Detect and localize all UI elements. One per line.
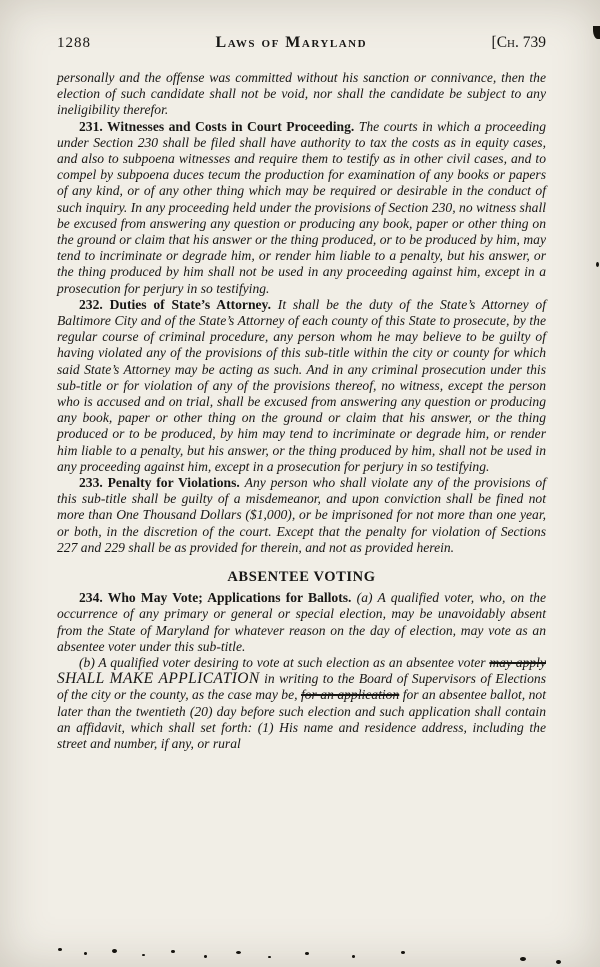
section-234 [57, 590, 546, 655]
chapter-reference: [Ch. 739 [491, 34, 546, 51]
scan-artifact [171, 950, 175, 953]
para-b-struck-text-1: may apply [489, 654, 546, 670]
scan-artifact [596, 262, 599, 267]
scan-artifact [58, 948, 62, 951]
scan-artifact [520, 957, 526, 961]
section-234-body-a: (a) A qualified voter, who, on the occurrence of any primary or general or special election, may be unavoidably absent from the State of Maryland for whatever reason on the day of election, may vote as an absentee voter under this sub-title. [57, 590, 546, 654]
scan-artifact [305, 952, 309, 955]
scan-artifact [112, 949, 117, 953]
scan-artifact [204, 955, 207, 958]
para-b-struck-text-2: for an application [300, 687, 400, 703]
page-header [57, 34, 546, 52]
running-title: Laws of Maryland [215, 34, 368, 51]
section-233-body: Any person who shall violate any of the provisions of this sub-title shall be guilty of a misdemeanor, and upon conviction shall be fined not more than One Thousand Dollars ($1,000), or be imprisoned for not more than one year, or both, in the discretion of the court. Except that the penalty for violation of Sections 227 and 229 shall be as provided for therein, and not as provided herein. [57, 475, 546, 555]
scan-artifact [556, 960, 561, 964]
page-content [57, 34, 546, 752]
para-b-text: in writing to the Board of Supervisors of Elections of the city or the county, as the case may be, [57, 671, 546, 703]
section-234-heading: 234. Who May Vote; Applications for Ballots. [79, 590, 352, 606]
para-b-new-material: SHALL MAKE APPLICATION [57, 670, 260, 688]
page-number: 1288 [57, 35, 91, 51]
scan-artifact [268, 956, 271, 958]
section-232-heading: 232. Duties of State’s Attorney. [79, 296, 271, 312]
scan-artifact [236, 951, 241, 954]
section-232 [57, 297, 546, 475]
absentee-voting-heading: ABSENTEE VOTING [227, 569, 376, 586]
section-233-heading: 233. Penalty for Violations. [79, 475, 240, 491]
section-231 [57, 119, 546, 297]
continuation-paragraph: personally and the offense was committed without his sanction or connivance, then the election of such candidate shall not be void, nor shall the candidate be subject to any ineligibility therefor. [57, 70, 546, 118]
para-b-text: for an absentee ballot, not later than the twentieth (20) day before such election and such application shall contain an affidavit, which shall set forth: (1) His name and residence address, including the street and number, if any, or rural [57, 687, 546, 751]
scan-artifact [352, 955, 355, 958]
section-231-heading: 231. Witnesses and Costs in Court Proceeding. [79, 118, 355, 134]
section-233 [57, 475, 546, 556]
scan-artifact [401, 951, 405, 954]
para-b-text: (b) A qualified voter desiring to vote at such election as an absentee voter [79, 654, 490, 670]
section-231-body: The courts in which a proceeding under Section 230 shall be filed shall have authority to tax the costs as in equity cases, and also to subpoena witnesses and require them to testify as in other civil cases, and to compel by subpoena duces tecum the production for examination of any books or papers of any kind, or of any other thing which may be required or desirable in the conduct of such inquiry. In any proceeding held under the provisions of Section 230, no witness shall be excused from answering any question or producing any book, paper or other thing on the ground or claim that his answer or the thing produced, or to be produced by him, may tend to incriminate or degrade him, or render him liable to a penalty, but his answer, or the thing produced by him shall not be used in any proceeding against him, except in a prosecution for perjury in so testifying. [57, 118, 547, 296]
scan-artifact [142, 954, 145, 956]
section-234-paragraph-b [57, 655, 546, 752]
scan-artifact [593, 26, 600, 39]
section-232-body: It shall be the duty of the State’s Attorney of Baltimore City and of the State’s Attorney of each county of this State to prosecute, by the regular course of criminal procedure, any person whom he may believe to be guilty of having violated any of the provisions of this sub-title within the city or county for which said State’s Attorney may be acting as such. And in any criminal prosecution under this sub-title or for violation of any of the provisions thereof, no witness, except the person who is accused and on trial, shall be excused from answering any question or producing any book, paper or other thing on the ground or claim that his answer, or the thing produced or to be produced, by him may tend to incriminate or degrade him, or render him liable to a penalty, but his answer, or the thing produced by him, shall not be used in any proceeding against him, except in a prosecution for perjury in so testifying. [57, 296, 546, 474]
scan-artifact [84, 952, 87, 955]
